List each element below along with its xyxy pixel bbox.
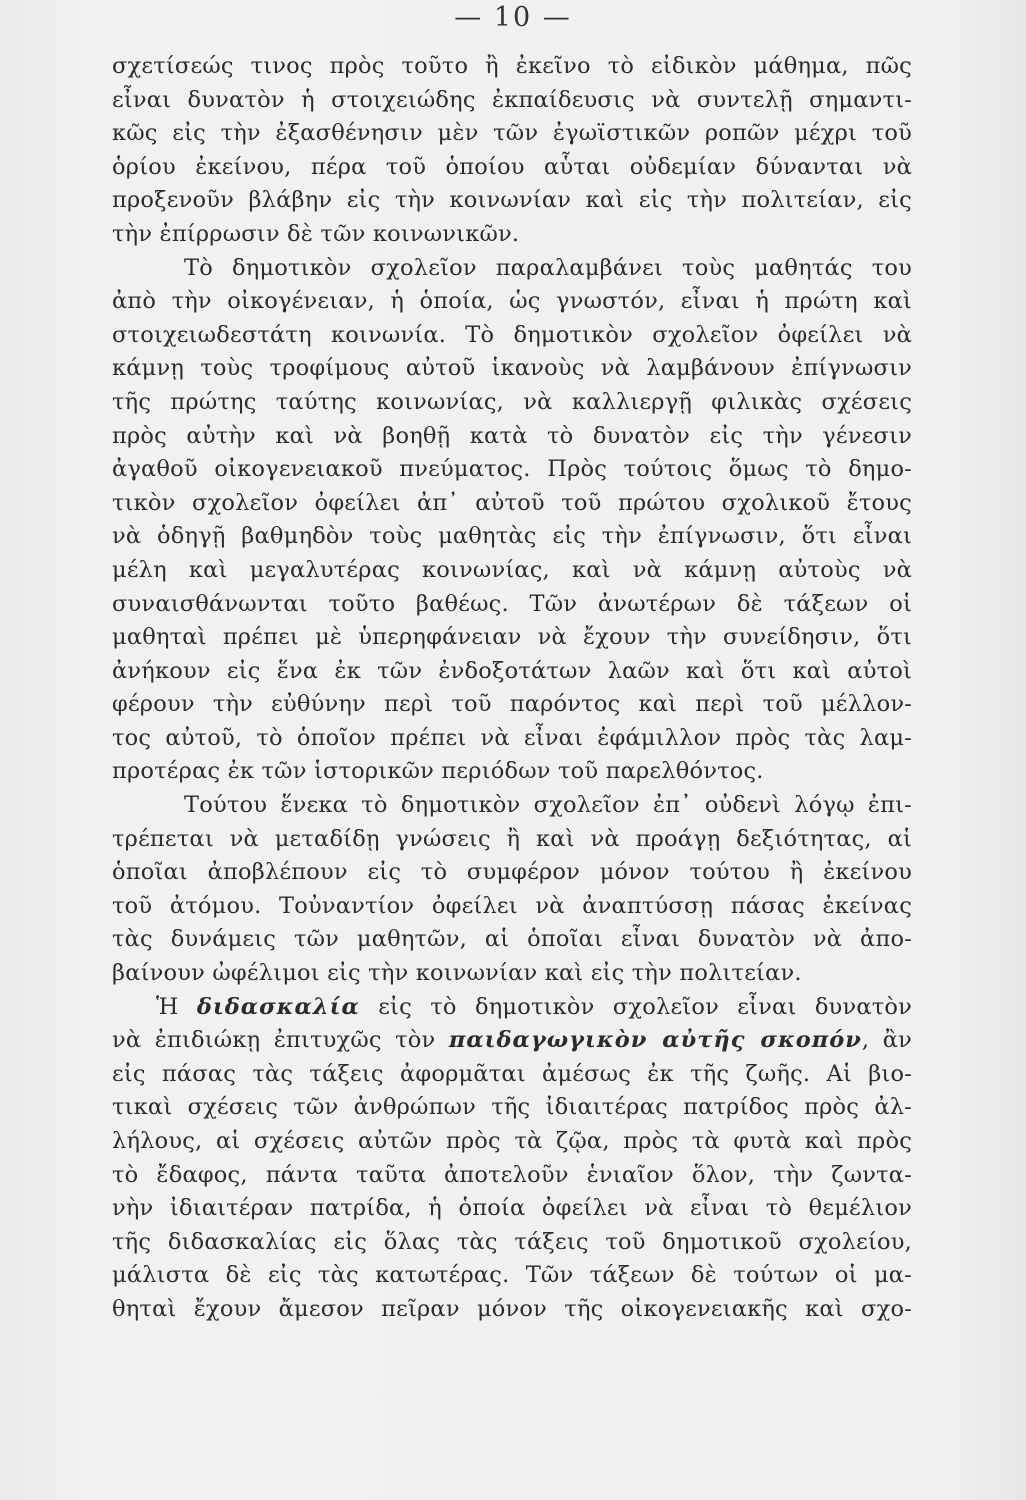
text-run: τὴν ἐπίρρωσιν δὲ τῶν κοινωνικῶν.	[112, 220, 520, 247]
text-run: κῶς εἰς τὴν ἐξασθένησιν μὲν τῶν ἐγωϊστικῶν ροπῶν μέχρι τοῦ	[112, 120, 912, 147]
text-run: εἶναι δυνατὸν ἡ στοιχειώδης ἐκπαίδευσις νὰ συντελῇ σημαντι-	[112, 86, 912, 113]
text-line	[112, 252, 912, 286]
text-run: πρὸς αὐτὴν καὶ νὰ βοηθῇ κατὰ τὸ δυνατὸν εἰς τὴν γένεσιν	[112, 422, 912, 449]
text-run: νὰ ὁδηγῇ βαθμηδὸν τοὺς μαθητὰς εἰς τὴν ἐπίγνωσιν, ὅτι εἶναι	[112, 523, 912, 550]
text-line	[112, 789, 912, 823]
text-line	[112, 1293, 912, 1327]
text-line	[112, 420, 912, 454]
text-run: Ἡ	[156, 993, 197, 1020]
text-run: προξενοῦν βλάβην εἰς τὴν κοινωνίαν καὶ εἰς τὴν πολιτείαν, εἰς	[112, 187, 912, 214]
text-run: τὰς δυνάμεις τῶν μαθητῶν, αἱ ὁποῖαι εἶναι δυνατὸν νὰ ἀπο-	[112, 926, 912, 953]
text-line	[112, 890, 912, 924]
text-run: ἀγαθοῦ οἰκογενειακοῦ πνεύματος. Πρὸς τούτοις ὅμως τὸ δημο-	[112, 456, 912, 483]
text-run: , ἂν	[861, 1027, 912, 1054]
text-line	[112, 755, 912, 789]
emphasized-phrase: παιδαγωγικὸν αὐτῆς σκοπόν	[448, 1027, 862, 1054]
text-line	[112, 218, 912, 252]
text-run: τρέπεται νὰ μεταδίδῃ γνώσεις ἢ καὶ νὰ προάγῃ δεξιότητας, αἱ	[112, 825, 912, 852]
text-line	[112, 655, 912, 689]
text-line	[112, 1058, 912, 1092]
text-line	[112, 823, 912, 857]
text-run: φέρουν τὴν εὐθύνην περὶ τοῦ παρόντος καὶ περὶ τοῦ μέλλον-	[112, 691, 912, 718]
text-run: τοῦ ἀτόμου. Τοὐναντίον ὀφείλει νὰ ἀναπτύσσῃ πάσας ἐκείνας	[112, 892, 912, 919]
text-line	[112, 588, 912, 622]
text-run: προτέρας ἐκ τῶν ἱστορικῶν περιόδων τοῦ παρελθόντος.	[112, 758, 764, 785]
text-line	[112, 453, 912, 487]
text-line	[112, 722, 912, 756]
text-line	[112, 50, 912, 84]
text-line	[112, 319, 912, 353]
text-run: νὰ ἐπιδιώκῃ ἐπιτυχῶς τὸν	[112, 1027, 449, 1054]
text-line	[112, 1125, 912, 1159]
text-run: ἀνήκουν εἰς ἕνα ἐκ τῶν ἐνδοξοτάτων λαῶν καὶ ὅτι καὶ αὐτοὶ	[112, 657, 912, 684]
text-run: λήλους, αἱ σχέσεις αὐτῶν πρὸς τὰ ζῷα, πρὸς τὰ φυτὰ καὶ πρὸς	[112, 1128, 912, 1154]
text-line	[112, 285, 912, 319]
text-run: μάλιστα δὲ εἰς τὰς κατωτέρας. Τῶν τάξεων δὲ τούτων οἱ μα-	[112, 1262, 912, 1289]
text-line	[112, 1226, 912, 1260]
text-run: τῆς διδασκαλίας εἰς ὅλας τὰς τάξεις τοῦ δημοτικοῦ σχολείου,	[112, 1228, 912, 1255]
text-run: συναισθάνωνται τοῦτο βαθέως. Τῶν ἀνωτέρων δὲ τάξεων οἱ	[112, 590, 912, 617]
text-line	[112, 957, 912, 991]
text-run: Τὸ δημοτικὸν σχολεῖον παραλαμβάνει τοὺς μαθητάς του	[184, 254, 912, 281]
text-run: εἰς τὸ δημοτικὸν σχολεῖον εἶναι δυνατὸν	[359, 993, 912, 1020]
text-run: Τούτου ἕνεκα τὸ δημοτικὸν σχολεῖον ἐπ᾿ οὐδενὶ λόγῳ ἐπι-	[184, 792, 912, 819]
emphasized-phrase: διδασκαλία	[196, 993, 360, 1020]
text-line	[112, 856, 912, 890]
text-line	[112, 1259, 912, 1293]
text-run: μέλη καὶ μεγαλυτέρας κοινωνίας, καὶ νὰ κάμνῃ αὐτοὺς νὰ	[112, 556, 912, 583]
text-run: τος αὐτοῦ, τὸ ὁποῖον πρέπει νὰ εἶναι ἐφάμιλλον πρὸς τὰς λαμ-	[112, 724, 912, 751]
text-line	[112, 1159, 912, 1193]
text-line	[112, 1024, 912, 1058]
text-line	[112, 117, 912, 151]
text-line	[112, 151, 912, 185]
text-line	[112, 184, 912, 218]
text-line	[112, 352, 912, 386]
text-run: νὴν ἰδιαιτέραν πατρίδα, ἡ ὁποία ὀφείλει νὰ εἶναι τὸ θεμέλιον	[112, 1195, 912, 1222]
text-line	[112, 1091, 912, 1125]
text-run: τικαὶ σχέσεις τῶν ἀνθρώπων τῆς ἰδιαιτέρας πατρίδος πρὸς ἀλ-	[112, 1094, 912, 1121]
text-line	[112, 688, 912, 722]
text-line	[112, 923, 912, 957]
text-run: στοιχειωδεστάτη κοινωνία. Τὸ δημοτικὸν σχολεῖον ὀφείλει νὰ	[112, 321, 912, 348]
text-run: τὸ ἔδαφος, πάντα ταῦτα ἀποτελοῦν ἑνιαῖον ὅλον, τὴν ζωντα-	[112, 1161, 912, 1188]
text-run: ὁποῖαι ἀποβλέπουν εἰς τὸ συμφέρον μόνον τούτου ἢ ἐκείνου	[112, 859, 912, 886]
text-run: σχετίσεώς τινος πρὸς τοῦτο ἢ ἐκεῖνο τὸ εἰδικὸν μάθημα, πῶς	[112, 53, 912, 79]
text-line	[112, 386, 912, 420]
text-line	[112, 487, 912, 521]
text-run: εἰς πάσας τὰς τάξεις ἀφορμᾶται ἀμέσως ἐκ τῆς ζωῆς. Αἱ βιο-	[112, 1060, 912, 1087]
text-run: θηταὶ ἔχουν ἄμεσον πεῖραν μόνον τῆς οἰκογενειακῆς καὶ σχο-	[112, 1295, 912, 1322]
body-text	[112, 50, 912, 1327]
text-line	[112, 554, 912, 588]
text-line	[112, 1192, 912, 1226]
text-line	[112, 520, 912, 554]
text-run: κάμνῃ τοὺς τροφίμους αὐτοῦ ἱκανοὺς νὰ λαμβάνουν ἐπίγνωσιν	[112, 355, 912, 382]
text-line	[112, 991, 912, 1025]
text-run: τῆς πρώτης ταύτης κοινωνίας, νὰ καλλιεργῇ φιλικὰς σχέσεις	[112, 388, 912, 415]
text-run: μαθηταὶ πρέπει μὲ ὑπερηφάνειαν νὰ ἔχουν τὴν συνείδησιν, ὅτι	[112, 624, 912, 651]
text-line	[112, 621, 912, 655]
text-run: βαίνουν ὠφέλιμοι εἰς τὴν κοινωνίαν καὶ εἰς τὴν πολιτείαν.	[112, 960, 802, 987]
text-run: τικὸν σχολεῖον ὀφείλει ἀπ᾿ αὐτοῦ τοῦ πρώτου σχολικοῦ ἔτους	[112, 489, 912, 516]
page-number: — 10 —	[454, 2, 572, 33]
text-run: ἀπὸ τὴν οἰκογένειαν, ἡ ὁποία, ὡς γνωστόν, εἶναι ἡ πρώτη καὶ	[112, 288, 912, 315]
text-run: ὁρίου ἐκείνου, πέρα τοῦ ὁποίου αὗται οὐδεμίαν δύνανται νὰ	[112, 153, 912, 180]
text-line	[112, 84, 912, 118]
